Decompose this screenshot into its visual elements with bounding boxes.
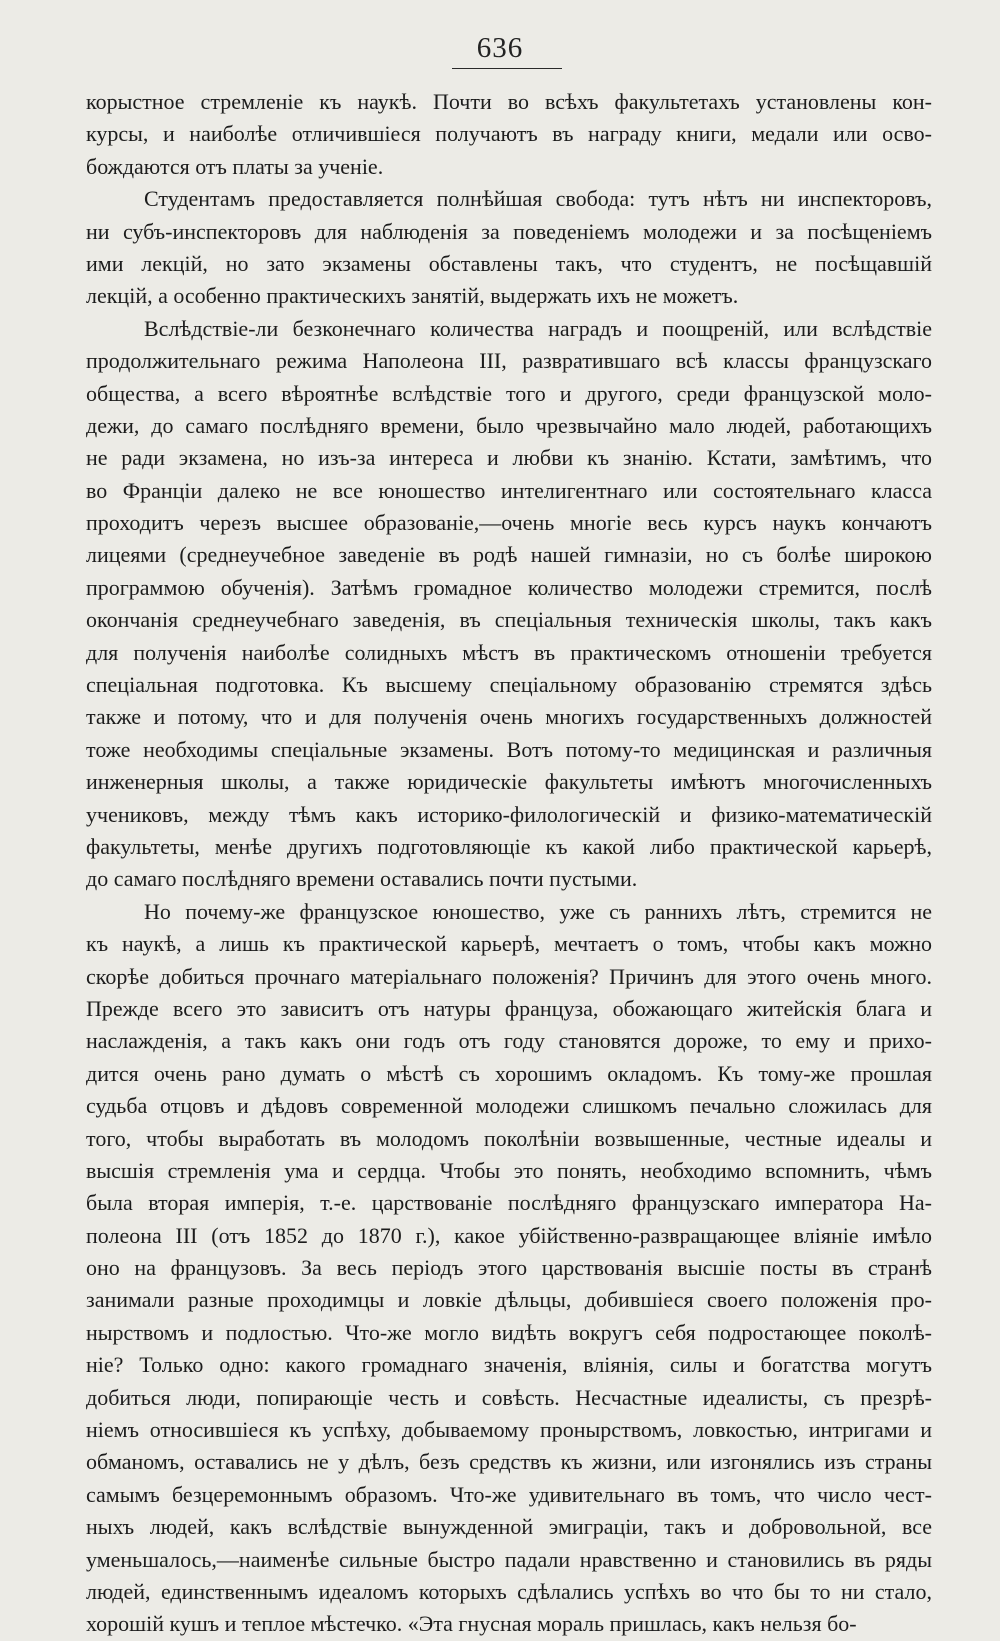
text-line: дится очень рано думать о мѣстѣ съ хорошимъ окладомъ. Къ тому-же прошлая	[86, 1060, 932, 1086]
paragraph	[86, 183, 932, 313]
text-line: была вторая имперія, т.-е. царствованіе послѣдняго французскаго императора На-	[86, 1190, 932, 1216]
text-line: Прежде всего это зависитъ отъ натуры француза, обожающаго житейскія блага и	[86, 995, 932, 1021]
text-line: не ради экзамена, но изъ-за интереса и любви къ знанію. Кстати, замѣтимъ, что	[86, 445, 932, 471]
text-line: ни субъ-инспекторовъ для наблюденія за поведеніемъ молодежи и за посѣщеніемъ	[86, 218, 932, 244]
paragraph	[86, 896, 932, 1641]
text-line: того, чтобы выработать въ молодомъ поколѣніи возвышенные, честные идеалы и	[86, 1125, 932, 1151]
body-text	[86, 86, 932, 1641]
text-line: уменьшалось,—наименѣе сильные быстро падали нравственно и становились въ ряды	[86, 1546, 932, 1572]
text-line: Вслѣдствіе-ли безконечнаго количества наградъ и поощреній, или вслѣдствіе	[144, 315, 932, 341]
text-line: продолжительнаго режима Наполеона III, развратившаго всѣ классы французскаго	[86, 348, 932, 374]
text-line: тоже необходимы спеціальные экзамены. Вотъ потому-то медицинская и различныя	[86, 736, 932, 762]
text-line: факультеты, менѣе другихъ подготовляющіе къ какой либо практической карьерѣ,	[86, 833, 932, 859]
text-line: окончанія среднеучебнаго заведенія, въ спеціальныя техническія школы, такъ какъ	[86, 607, 932, 633]
text-line: полеона III (отъ 1852 до 1870 г.), какое убійственно-развращающее вліяніе имѣло	[86, 1222, 932, 1248]
text-line: Но почему-же французское юношество, уже съ раннихъ лѣтъ, стремится не	[144, 898, 932, 924]
text-line: учениковъ, между тѣмъ какъ историко-филологическій и физико-математическій	[86, 801, 932, 827]
text-line: добиться люди, попирающіе честь и совѣсть. Несчастные идеалисты, съ презрѣ-	[86, 1384, 932, 1410]
text-line: наслажденія, а такъ какъ они годъ отъ году становятся дороже, то ему и прихо-	[86, 1028, 932, 1054]
paragraph	[86, 86, 932, 183]
text-line: обманомъ, оставались не у дѣлъ, безъ средствъ къ жизни, или изгонялись изъ страны	[86, 1449, 932, 1475]
text-line: бождаются отъ платы за ученіе.	[86, 153, 384, 179]
text-line: для полученія наиболѣе солидныхъ мѣстъ въ практическомъ отношеніи требуется	[86, 639, 932, 665]
text-line: нырствомъ и подлостью. Что-же могло видѣть вокругъ себя подростающее поколѣ-	[86, 1319, 932, 1345]
page-number-rule	[452, 68, 562, 69]
text-line: ими лекцій, но зато экзамены обставлены такъ, что студентъ, не посѣщавшій	[86, 250, 932, 276]
text-line: высшія стремленія ума и сердца. Чтобы это понять, необходимо вспомнить, чѣмъ	[86, 1157, 932, 1183]
text-line: ныхъ людей, какъ вслѣдствіе вынужденной эмиграціи, такъ и добровольной, все	[86, 1514, 932, 1540]
text-line: самымъ безцеремоннымъ образомъ. Что-же удивительнаго въ томъ, что число чест-	[86, 1481, 932, 1507]
text-line: занимали разные проходимцы и ловкіе дѣльцы, добившіеся своего положенія про-	[86, 1287, 932, 1313]
text-line: также и потому, что и для полученія очень многихъ государственныхъ должностей	[86, 704, 932, 730]
text-line: корыстное стремленіе къ наукѣ. Почти во всѣхъ факультетахъ установлены кон-	[86, 89, 932, 114]
text-line: спеціальная подготовка. Къ высшему спеціальному образованію стремятся здѣсь	[86, 672, 932, 698]
text-line: людей, единственнымъ идеаломъ которыхъ сдѣлались успѣхъ во что бы то ни стало,	[86, 1578, 932, 1604]
text-line: къ наукѣ, а лишь къ практической карьерѣ, мечтаетъ о томъ, чтобы какъ можно	[86, 931, 932, 957]
text-line: инженерныя школы, а также юридическіе факультеты имѣютъ многочисленныхъ	[86, 769, 932, 795]
text-line: ніе? Только одно: какого громаднаго значенія, вліянія, силы и богатства могутъ	[86, 1352, 932, 1378]
text-line: во Франціи далеко не все юношество интелигентнаго или состоятельнаго класса	[86, 477, 932, 503]
text-line: программою обученія). Затѣмъ громадное количество молодежи стремится, послѣ	[86, 574, 932, 600]
page-number: 636	[476, 32, 524, 64]
text-line: судьба отцовъ и дѣдовъ современной молодежи слишкомъ печально сложилась для	[86, 1093, 932, 1119]
text-line: дежи, до самаго послѣдняго времени, было чрезвычайно мало людей, работающихъ	[86, 412, 932, 438]
text-line: скорѣе добиться прочнаго матеріальнаго положенія? Причинъ для этого очень много.	[86, 963, 932, 989]
text-line: Студентамъ предоставляется полнѣйшая свобода: тутъ нѣтъ ни инспекторовъ,	[144, 186, 932, 212]
text-line: проходитъ черезъ высшее образованіе,—очень многіе весь курсъ наукъ кончаютъ	[86, 510, 932, 536]
text-line: до самаго послѣдняго времени оставались почти пустыми.	[86, 866, 638, 892]
text-line: ніемъ относившіеся къ успѣху, добываемому пронырствомъ, ловкостью, интригами и	[86, 1417, 932, 1443]
text-line: общества, а всего вѣроятнѣе вслѣдствіе того и другого, среди французской моло-	[86, 380, 932, 406]
text-line: курсы, и наиболѣе отличившіеся получаютъ въ награду книги, медали или осво-	[86, 121, 932, 147]
text-line: лекцій, а особенно практическихъ занятій, выдержать ихъ не можетъ.	[86, 283, 739, 309]
text-line: лицеями (среднеучебное заведеніе въ родѣ нашей гимназіи, но съ болѣе широкою	[86, 542, 932, 568]
text-line: хорошій кушъ и теплое мѣстечко. «Эта гнусная мораль пришлась, какъ нельзя бо-	[86, 1611, 857, 1637]
paragraph	[86, 313, 932, 896]
text-line: оно на французовъ. За весь періодъ этого царствованія высшіе посты въ странѣ	[86, 1255, 932, 1281]
